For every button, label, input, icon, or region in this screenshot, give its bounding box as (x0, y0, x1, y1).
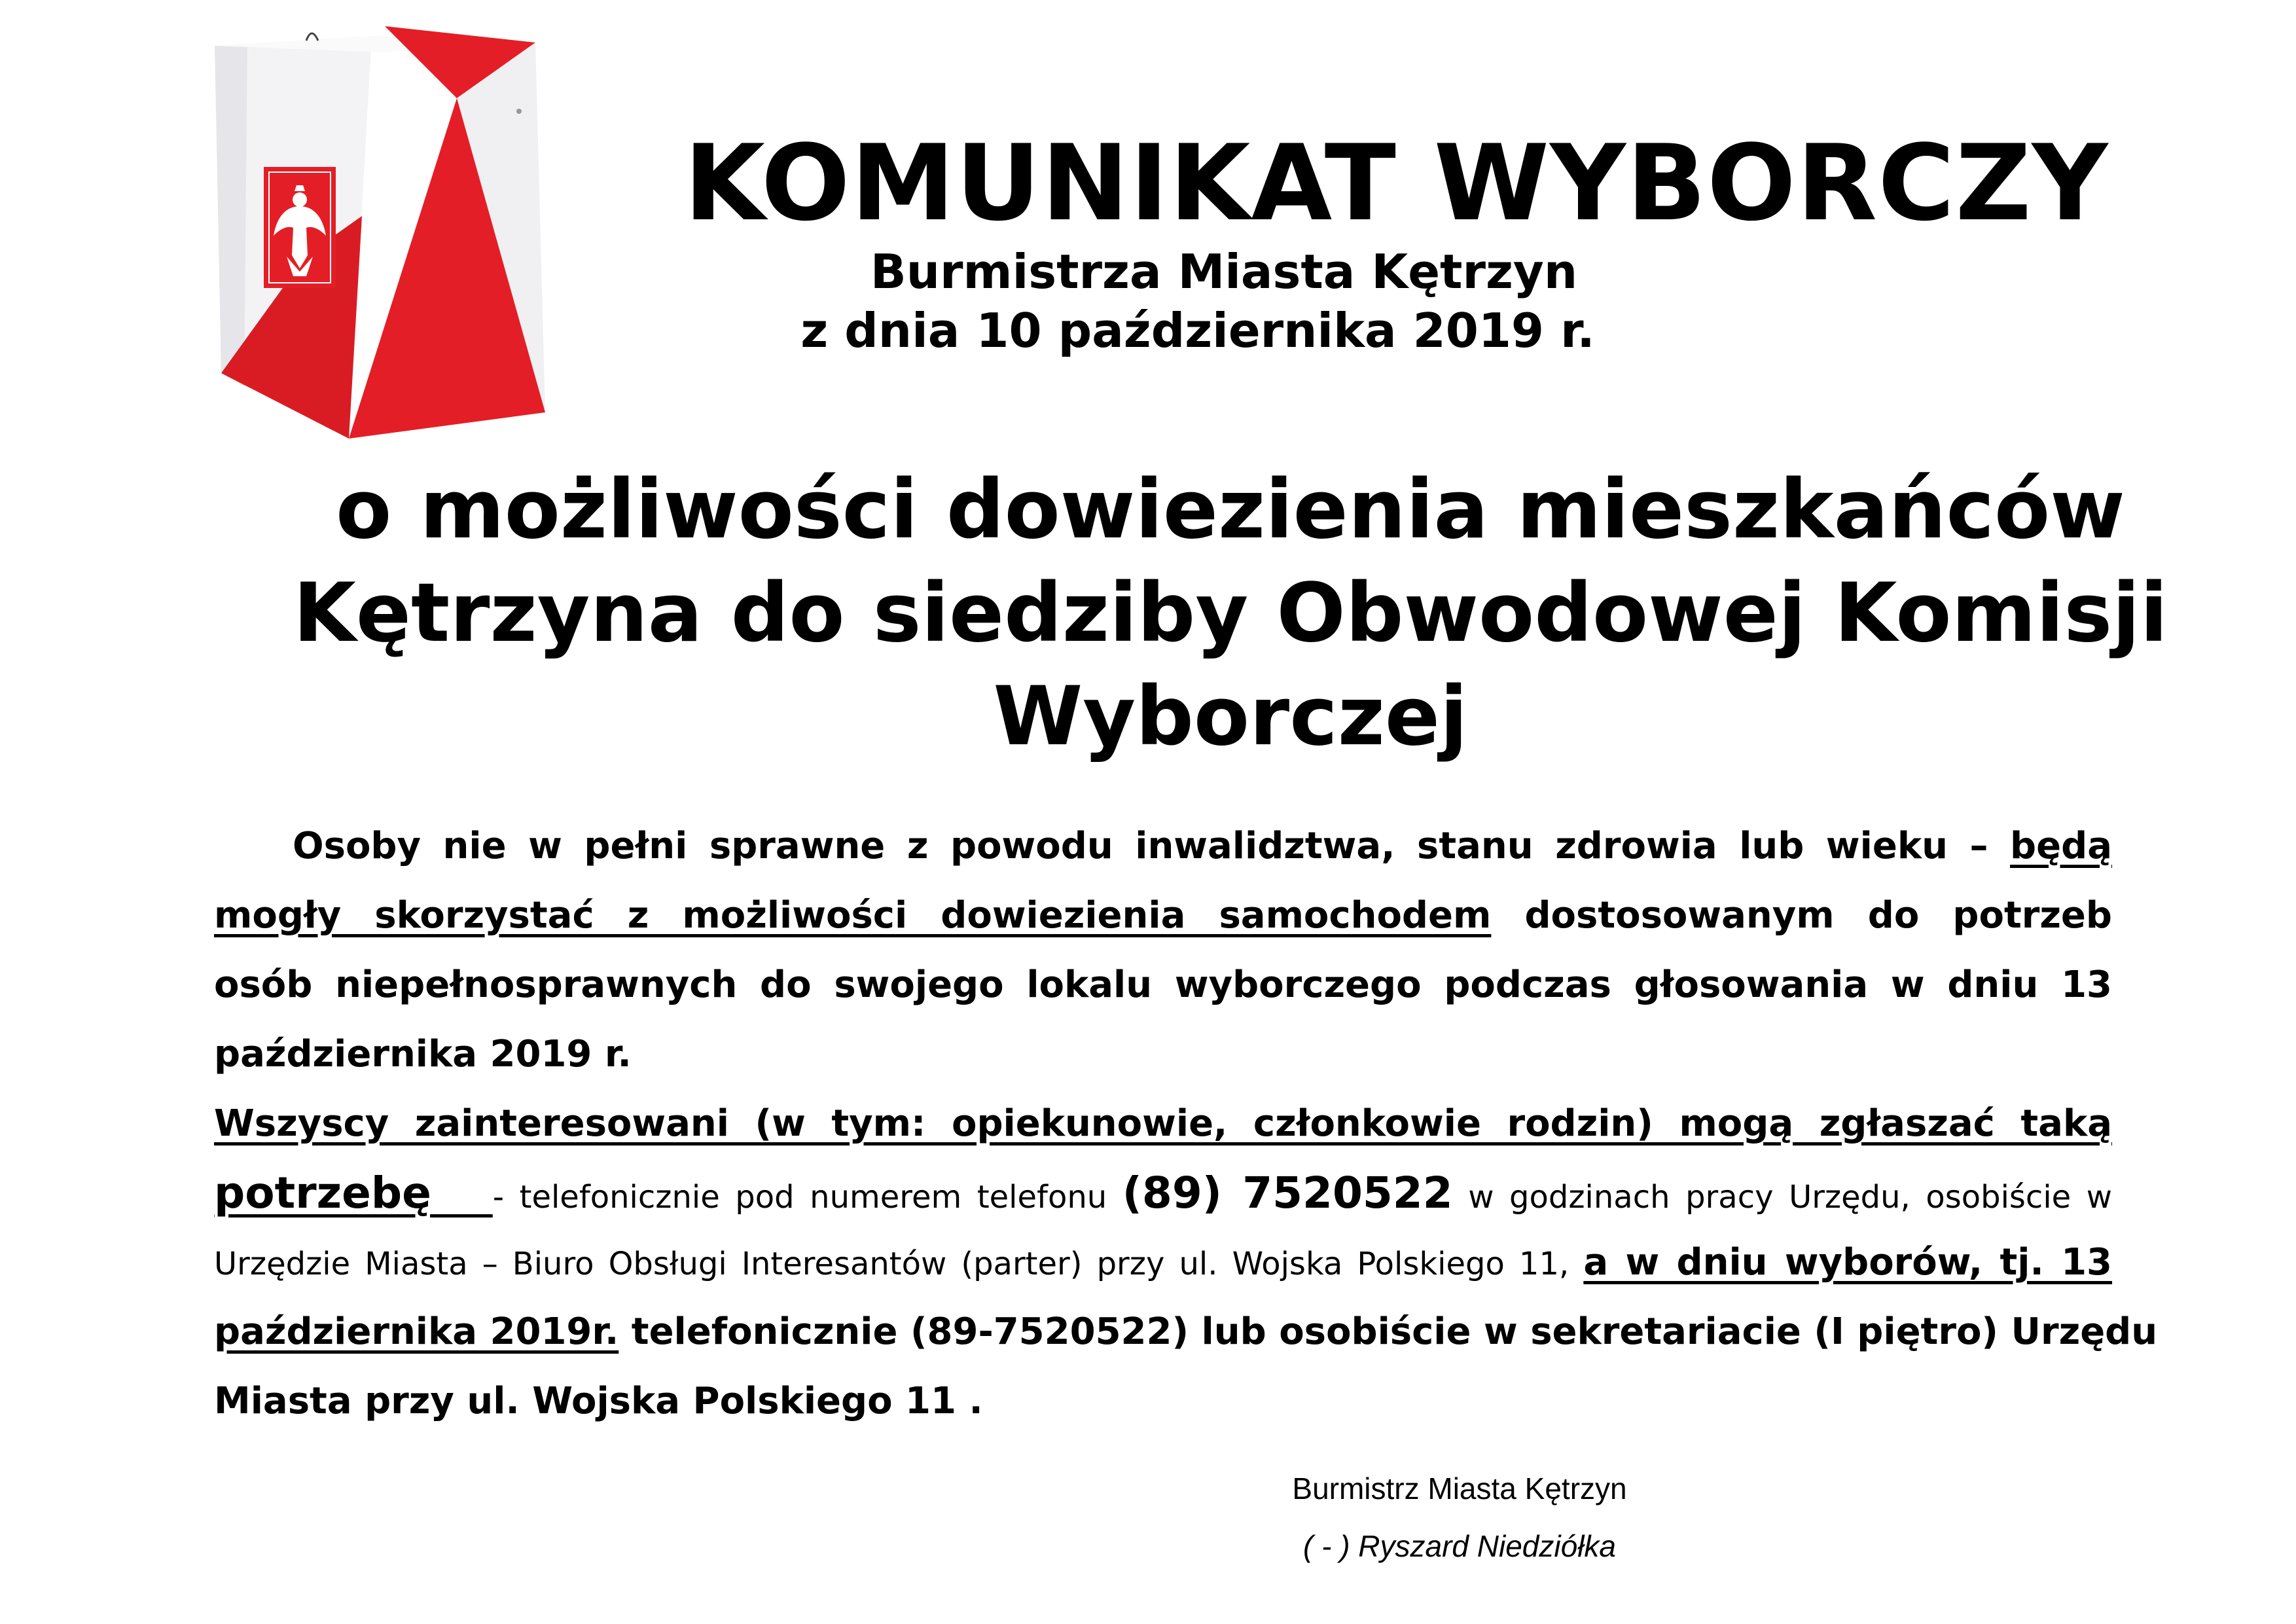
p2-line-2 (214, 1159, 2112, 1228)
issuer-line: Burmistrza Miasta Kętrzyn (870, 244, 1578, 299)
p1-line-1-underlined: będą (2010, 825, 2112, 867)
page-title: KOMUNIKAT WYBORCZY (684, 122, 2109, 244)
p2-line-5: Miasta przy ul. Wojska Polskiego 11 . (214, 1380, 983, 1422)
p2-line-4 (214, 1297, 2158, 1367)
p1-line-2-text: dostosowanym do potrzeb (1491, 894, 2112, 937)
paragraph-1 (214, 812, 2112, 1089)
subject-heading (164, 458, 2296, 768)
signature-name: ( - ) Ryszard Niedziółka (1303, 1529, 1616, 1563)
signature-role: Burmistrz Miasta Kętrzyn (1292, 1471, 1627, 1506)
ballot-box-image (208, 20, 548, 439)
p2-line-2-text-a: - telefonicznie pod numerem telefonu (492, 1179, 1122, 1216)
subject-line-3: Wyborczej (993, 670, 1468, 764)
p1-line-2-underlined: mogły skorzystać z możliwości dowiezienia samochodem (214, 894, 1492, 937)
p2-line-2-underlined: potrzebę (214, 1168, 431, 1218)
phone-number: (89) 7520522 (1122, 1168, 1453, 1218)
p1-line-2 (214, 881, 2112, 950)
notice-body (214, 812, 2158, 1436)
p2-line-3-underlined: a w dniu wyborów, tj. 13 (1583, 1241, 2113, 1284)
p2-line-1: Wszyscy zainteresowani (w tym: opiekunowie, członkowie rodzin) mogą zgłaszać taką (214, 1102, 2112, 1145)
p2-line-3-text: Urzędzie Miasta – Biuro Obsługi Interesantów (parter) przy ul. Wojska Polskiego 11, (214, 1246, 1584, 1282)
date-line: z dnia 10 października 2019 r. (800, 303, 1595, 358)
subject-line-2: Kętrzyna do siedziby Obwodowej Komisji (293, 566, 2168, 660)
p1-line-4: października 2019 r. (214, 1033, 632, 1075)
p1-line-3: osób niepełnosprawnych do swojego lokalu wyborczego podczas głosowania w dniu 13 (214, 964, 2112, 1006)
p1-line-1 (214, 812, 2112, 881)
signature-block (1198, 1460, 1721, 1575)
p1-line-1-text: Osoby nie w pełni sprawne z powodu inwalidztwa, stanu zdrowia lub wieku – (293, 825, 2011, 867)
p2-line-3 (214, 1228, 2112, 1297)
subject-line-1: o możliwości dowiezienia mieszkańców (336, 463, 2125, 557)
p2-line-4-underlined: października 2019r. (214, 1310, 619, 1353)
paragraph-2 (214, 1089, 2158, 1436)
p2-line-2-text-b: w godzinach pracy Urzędu, osobiście w (1452, 1179, 2113, 1216)
p2-line-4-text: telefonicznie (89-7520522) lub osobiście w sekretariacie (I piętro) Urzędu (619, 1310, 2158, 1353)
